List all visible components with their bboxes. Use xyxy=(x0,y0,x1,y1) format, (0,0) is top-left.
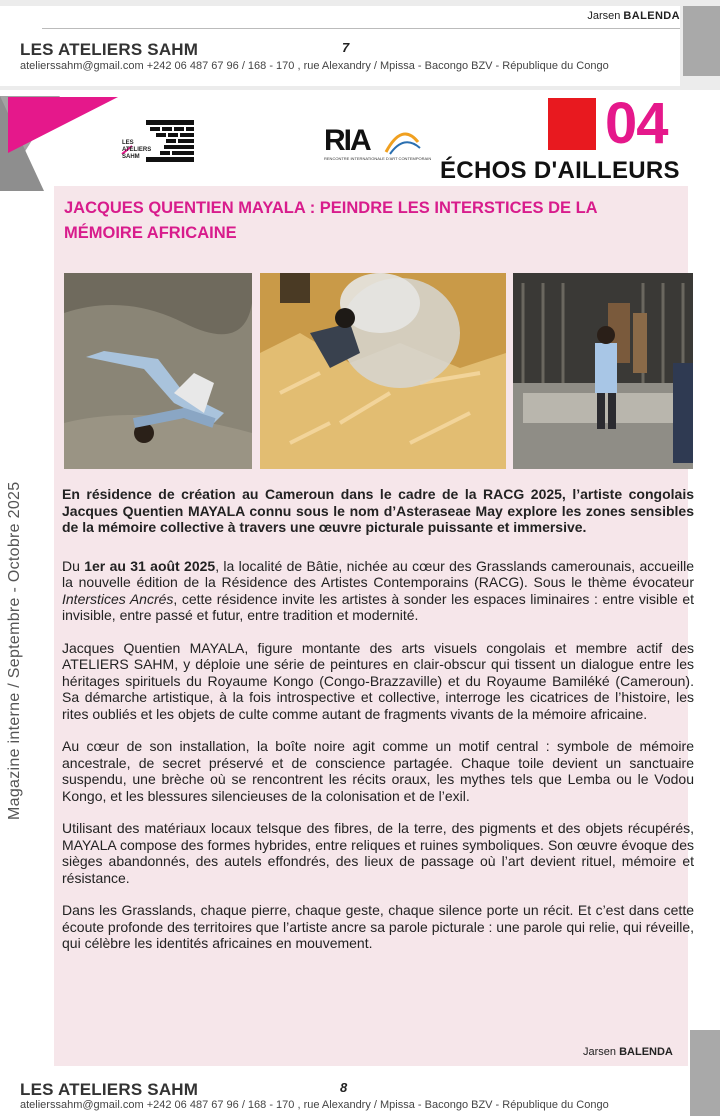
article-paragraph: Au cœur de son installation, la boîte noire agit comme un motif central : symbole de mémoire ancestrale, de secret préservé et de conscience partagée. Chaque toile devient un sanctuaire suspendu, une brèche où se rencontrent les récits oraux, les mythes tels que Lemba ou le Vodou Kongo, et les blessures silencieuses de la colonisation et de l’exil. xyxy=(62,738,694,804)
ria-logo xyxy=(322,124,432,162)
article-lead: En résidence de création au Cameroun dans le cadre de la RACG 2025, l’artiste congolais Jacques Quentien MAYALA connu sous le nom d’Asteraseae May explore les zones sensibles de la mémoire collective à travers une œuvre picturale puissante et immersive. xyxy=(62,486,694,535)
article-author xyxy=(583,1046,673,1058)
red-square xyxy=(548,98,596,150)
footer-page-number: 8 xyxy=(340,1080,348,1095)
issue-number: 04 xyxy=(605,91,668,156)
logo-ria-subtitle: RENCONTRE INTERNATIONALE D'ART CONTEMPORAIN xyxy=(324,156,432,161)
grey-tab xyxy=(690,1030,720,1116)
article-paragraph: Dans les Grasslands, chaque pierre, chaque geste, chaque silence porte un récit. Et c’est dans cette écoute profonde des territoires que l’artiste ancre sa parole picturale : une parole qui relie, qui réveille, qui célèbre les identités africaines en mouvement. xyxy=(62,902,694,951)
article-paragraph xyxy=(62,558,694,624)
p1-end: , cette résidence invite les artistes à sonder les espaces liminaires : entre visible et invisible, entre passé et futur, entre tradition et modernité. xyxy=(62,590,694,623)
p1-start: Du xyxy=(62,557,85,574)
brand-name: LES ATELIERS SAHM xyxy=(20,40,199,59)
author-first-name: Jarsen xyxy=(583,1046,617,1058)
footer-brand-name: LES ATELIERS SAHM xyxy=(20,1080,199,1099)
ateliers-sahm-logo xyxy=(120,118,198,166)
magazine-side-label: Magazine interne / Septembre - Octobre 2025 xyxy=(6,481,23,820)
article-body xyxy=(62,486,694,968)
section-title: ÉCHOS D'AILLEURS xyxy=(440,157,680,184)
contact-line: atelierssahm@gmail.com +242 06 487 67 96 / 168 - 170 , rue Alexandry / Mpissa - Bacongo BZV - République du Congo xyxy=(20,60,609,72)
ria-swirl-icon xyxy=(382,128,422,156)
logo-sahm-text: LES ATELIERS SAHM xyxy=(122,140,152,160)
photo-artist-lying xyxy=(64,273,252,469)
article-headline: JACQUES QUENTIEN MAYALA : PEINDRE LES INTERSTICES DE LA MÉMOIRE AFRICAINE xyxy=(64,199,597,242)
logo-ria-text: RIA xyxy=(324,124,370,157)
top-author xyxy=(587,10,680,22)
author-last-name: BALENDA xyxy=(619,1046,673,1058)
page-number: 7 xyxy=(342,40,350,55)
p1-middle: , la localité de Bâtie, nichée au cœur des Grasslands camerounais, accueille la nouvelle édition de la Résidence des Artistes Contemporains (RACG). Sous le thème évocateur xyxy=(62,557,694,590)
p1-theme: Interstices Ancrés xyxy=(62,590,174,607)
grey-tab xyxy=(683,6,720,76)
author-first-name: Jarsen xyxy=(587,10,621,22)
photo-artist-standing xyxy=(513,273,693,469)
pink-corner-decoration xyxy=(8,97,118,153)
footer-contact-line: atelierssahm@gmail.com +242 06 487 67 96 / 168 - 170 , rue Alexandry / Mpissa - Bacongo BZV - République du Congo xyxy=(20,1099,609,1111)
article-paragraph: Jacques Quentien MAYALA, figure montante des arts visuels congolais et membre actif des ATELIERS SAHM, y déploie une série de peintures en clair-obscur qui tissent un dialogue entre les héritages spirituels du Royaume Kongo (Congo-Brazzaville) et du Royaume Bamiléké (Cameroun). Sa démarche artistique, à la fois introspective et collective, interroge les cicatrices de l’histoire, les rites oubliés et les objets de culte comme autant de fragments vivants de la mémoire africaine. xyxy=(62,639,694,722)
previous-page-footer xyxy=(0,0,720,90)
author-last-name: BALENDA xyxy=(623,10,680,22)
divider xyxy=(42,28,680,29)
photo-burning-fibers xyxy=(260,273,506,469)
p1-dates: 1er au 31 août 2025 xyxy=(84,557,216,574)
article-paragraph: Utilisant des matériaux locaux telsque des fibres, de la terre, des pigments et des objets récupérés, MAYALA compose des formes hybrides, entre reliques et ruines symboliques. Son œuvre évoque des sièges abandonnés, des autels effondrés, des lieux de passage où l’art devient rituel, mémoire et résistance. xyxy=(62,820,694,886)
